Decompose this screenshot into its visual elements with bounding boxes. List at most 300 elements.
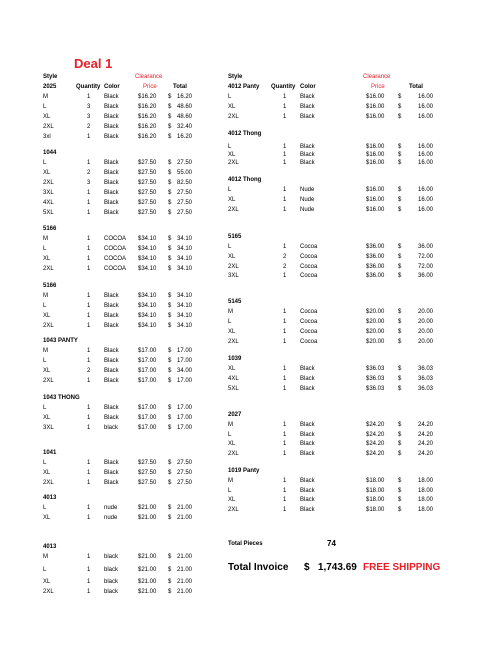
currency-cell: $ xyxy=(398,432,402,438)
currency-cell: $ xyxy=(168,323,172,329)
section-header: 4013 xyxy=(43,495,57,501)
price-cell: $27.50 xyxy=(138,210,157,216)
quantity-cell: 2 xyxy=(283,254,287,260)
total-cell: 27.50 xyxy=(177,200,193,206)
currency-cell: $ xyxy=(168,554,172,560)
color-cell: Black xyxy=(300,94,315,100)
price-cell: $16.20 xyxy=(138,94,157,100)
size-cell: L xyxy=(43,567,47,573)
size-cell: 2XL xyxy=(43,124,54,130)
total-cell: 72.00 xyxy=(418,254,434,260)
currency-cell: $ xyxy=(168,567,172,573)
deal-title: Deal 1 xyxy=(74,56,113,71)
color-cell: Black xyxy=(300,478,315,484)
quantity-cell: 1 xyxy=(283,244,287,250)
total-cell: 17.00 xyxy=(177,358,193,364)
color-cell: black xyxy=(104,589,119,595)
color-cell: Nude xyxy=(300,207,315,213)
currency-cell: $ xyxy=(398,114,402,120)
quantity-cell: 1 xyxy=(283,478,287,484)
price-cell: $20.00 xyxy=(366,339,385,345)
currency-cell: $ xyxy=(398,451,402,457)
quantity-cell: 1 xyxy=(87,256,91,262)
quantity-cell: 1 xyxy=(87,303,91,309)
price-cell: $27.50 xyxy=(138,170,157,176)
price-cell: $24.20 xyxy=(366,432,385,438)
currency-cell: $ xyxy=(168,480,172,486)
price-cell: $16.00 xyxy=(366,197,385,203)
size-cell: 2XL xyxy=(228,160,239,166)
size-cell: L xyxy=(43,460,47,466)
currency-cell: $ xyxy=(168,170,172,176)
quantity-cell: 1 xyxy=(283,376,287,382)
quantity-cell: 2 xyxy=(283,264,287,270)
total-cell: 20.00 xyxy=(418,339,434,345)
size-cell: L xyxy=(43,160,47,166)
quantity-cell: 1 xyxy=(87,579,91,585)
left-clearance-label: Clearance xyxy=(135,74,163,80)
currency-cell: $ xyxy=(398,422,402,428)
total-cell: 27.50 xyxy=(177,470,193,476)
size-cell: XL xyxy=(228,441,236,447)
price-cell: $16.20 xyxy=(138,104,157,110)
quantity-cell: 3 xyxy=(87,114,91,120)
size-cell: XL xyxy=(228,366,236,372)
size-cell: M xyxy=(228,309,233,315)
price-cell: $17.00 xyxy=(138,415,157,421)
currency-cell: $ xyxy=(398,144,402,150)
price-cell: $18.00 xyxy=(366,488,385,494)
total-cell: 20.00 xyxy=(418,329,434,335)
quantity-cell: 1 xyxy=(283,451,287,457)
currency-cell: $ xyxy=(168,303,172,309)
total-cell: 34.10 xyxy=(177,303,193,309)
price-cell: $16.00 xyxy=(366,104,385,110)
price-cell: $17.00 xyxy=(138,358,157,364)
total-pieces-label: Total Pieces xyxy=(228,541,263,547)
total-cell: 20.00 xyxy=(418,319,434,325)
section-header: 2027 xyxy=(228,412,242,418)
price-cell: $16.00 xyxy=(366,160,385,166)
total-cell: 24.20 xyxy=(418,441,434,447)
color-cell: black xyxy=(104,425,119,431)
size-cell: 2XL xyxy=(228,451,239,457)
price-cell: $18.00 xyxy=(366,497,385,503)
total-cell: 34.00 xyxy=(177,368,193,374)
color-cell: Black xyxy=(300,104,315,110)
size-cell: L xyxy=(43,405,47,411)
total-cell: 48.60 xyxy=(177,104,193,110)
color-cell: Black xyxy=(104,94,119,100)
size-cell: XL xyxy=(228,104,236,110)
quantity-cell: 1 xyxy=(283,422,287,428)
total-cell: 21.00 xyxy=(177,515,193,521)
price-cell: $21.00 xyxy=(138,515,157,521)
currency-cell: $ xyxy=(168,515,172,521)
total-cell: 16.00 xyxy=(418,104,434,110)
total-cell: 21.00 xyxy=(177,505,193,511)
left-style-code: 2025 xyxy=(43,84,57,90)
price-cell: $16.00 xyxy=(366,207,385,213)
color-cell: Black xyxy=(104,124,119,130)
currency-cell: $ xyxy=(168,200,172,206)
price-cell: $34.10 xyxy=(138,293,157,299)
total-cell: 16.00 xyxy=(418,160,434,166)
currency-cell: $ xyxy=(398,187,402,193)
total-cell: 21.00 xyxy=(177,579,193,585)
quantity-cell: 1 xyxy=(87,236,91,242)
color-cell: black xyxy=(104,579,119,585)
currency-cell: $ xyxy=(168,358,172,364)
quantity-cell: 1 xyxy=(283,319,287,325)
currency-cell: $ xyxy=(398,507,402,513)
price-cell: $21.00 xyxy=(138,554,157,560)
color-cell: Black xyxy=(300,152,315,158)
color-cell: Cocoa xyxy=(300,264,318,270)
currency-cell: $ xyxy=(168,180,172,186)
quantity-cell: 1 xyxy=(87,554,91,560)
size-cell: 2XL xyxy=(43,180,54,186)
quantity-cell: 1 xyxy=(283,104,287,110)
currency-cell: $ xyxy=(168,378,172,384)
color-cell: Black xyxy=(104,348,119,354)
quantity-cell: 1 xyxy=(87,313,91,319)
size-cell: L xyxy=(43,505,47,511)
color-cell: Black xyxy=(104,358,119,364)
total-cell: 36.00 xyxy=(418,244,434,250)
section-header: 5145 xyxy=(228,299,242,305)
size-cell: XL xyxy=(43,515,51,521)
right-style-code: 4012 Panty xyxy=(228,84,260,90)
size-cell: L xyxy=(43,246,47,252)
size-cell: 4XL xyxy=(228,376,239,382)
total-cell: 17.00 xyxy=(177,415,193,421)
total-cell: 17.00 xyxy=(177,425,193,431)
size-cell: 3XL xyxy=(43,190,54,196)
total-cell: 24.20 xyxy=(418,432,434,438)
size-cell: XL xyxy=(228,152,236,158)
price-cell: $36.00 xyxy=(366,264,385,270)
size-cell: L xyxy=(43,358,47,364)
quantity-cell: 3 xyxy=(87,104,91,110)
size-cell: XL xyxy=(43,415,51,421)
color-cell: Black xyxy=(104,323,119,329)
size-cell: XL xyxy=(228,497,236,503)
size-cell: M xyxy=(43,94,48,100)
quantity-cell: 1 xyxy=(87,246,91,252)
total-cell: 36.00 xyxy=(418,273,434,279)
section-header: 5166 xyxy=(43,283,57,289)
total-cell: 48.60 xyxy=(177,114,193,120)
price-cell: $16.00 xyxy=(366,187,385,193)
quantity-cell: 1 xyxy=(283,94,287,100)
price-cell: $18.00 xyxy=(366,478,385,484)
currency-cell: $ xyxy=(398,488,402,494)
color-cell: Black xyxy=(300,366,315,372)
currency-cell: $ xyxy=(398,366,402,372)
color-cell: Black xyxy=(300,386,315,392)
total-cell: 16.20 xyxy=(177,94,193,100)
price-cell: $34.10 xyxy=(138,246,157,252)
section-header: 4013 xyxy=(43,544,57,550)
total-cell: 34.10 xyxy=(177,323,193,329)
section-header: 1019 Panty xyxy=(228,468,260,474)
total-cell: 27.50 xyxy=(177,210,193,216)
currency-cell: $ xyxy=(168,589,172,595)
total-invoice-label: Total Invoice xyxy=(228,562,289,573)
color-cell: Black xyxy=(300,441,315,447)
left-quantity-header: Quantity xyxy=(76,84,101,90)
currency-cell: $ xyxy=(168,104,172,110)
price-cell: $17.00 xyxy=(138,405,157,411)
size-cell: 4XL xyxy=(43,200,54,206)
size-cell: L xyxy=(228,187,232,193)
right-quantity-header: Quantity xyxy=(271,84,296,90)
price-cell: $20.00 xyxy=(366,329,385,335)
currency-cell: $ xyxy=(168,293,172,299)
color-cell: Cocoa xyxy=(300,309,318,315)
color-cell: Black xyxy=(104,170,119,176)
color-cell: Cocoa xyxy=(300,329,318,335)
right-clearance-label: Clearance xyxy=(363,74,391,80)
color-cell: Black xyxy=(300,160,315,166)
price-cell: $24.20 xyxy=(366,451,385,457)
color-cell: Black xyxy=(104,303,119,309)
price-cell: $36.03 xyxy=(366,366,385,372)
color-cell: Black xyxy=(104,190,119,196)
color-cell: Cocoa xyxy=(300,273,318,279)
free-shipping-label: FREE SHIPPING xyxy=(363,562,441,573)
section-header: 5165 xyxy=(228,234,242,240)
quantity-cell: 1 xyxy=(283,339,287,345)
color-cell: nude xyxy=(104,505,118,511)
price-cell: $24.20 xyxy=(366,422,385,428)
size-cell: XL xyxy=(228,254,236,260)
quantity-cell: 1 xyxy=(283,144,287,150)
total-cell: 16.00 xyxy=(418,114,434,120)
color-cell: Nude xyxy=(300,197,315,203)
price-cell: $21.00 xyxy=(138,505,157,511)
price-cell: $17.00 xyxy=(138,348,157,354)
size-cell: XL xyxy=(43,368,51,374)
price-cell: $16.20 xyxy=(138,124,157,130)
section-header: 1043 THONG xyxy=(43,395,80,401)
size-cell: XL xyxy=(228,329,236,335)
size-cell: L xyxy=(228,432,232,438)
price-cell: $34.10 xyxy=(138,266,157,272)
total-cell: 18.00 xyxy=(418,507,434,513)
quantity-cell: 1 xyxy=(87,405,91,411)
total-cell: 34.10 xyxy=(177,266,193,272)
color-cell: COCOA xyxy=(104,256,127,262)
size-cell: 3XL xyxy=(228,273,239,279)
price-cell: $21.00 xyxy=(138,589,157,595)
total-cell: 17.00 xyxy=(177,378,193,384)
total-invoice-value: $ 1,743.69 xyxy=(304,562,357,573)
size-cell: 2XL xyxy=(228,507,239,513)
currency-cell: $ xyxy=(398,152,402,158)
size-cell: M xyxy=(228,478,233,484)
color-cell: COCOA xyxy=(104,246,127,252)
total-cell: 21.00 xyxy=(177,567,193,573)
currency-cell: $ xyxy=(168,124,172,130)
total-cell: 16.00 xyxy=(418,144,434,150)
currency-cell: $ xyxy=(398,309,402,315)
currency-cell: $ xyxy=(168,190,172,196)
quantity-cell: 1 xyxy=(87,160,91,166)
size-cell: 2XL xyxy=(228,339,239,345)
quantity-cell: 1 xyxy=(87,358,91,364)
quantity-cell: 1 xyxy=(283,366,287,372)
quantity-cell: 2 xyxy=(87,368,91,374)
color-cell: Nude xyxy=(300,187,315,193)
quantity-cell: 1 xyxy=(87,589,91,595)
quantity-cell: 1 xyxy=(87,425,91,431)
color-cell: Black xyxy=(104,210,119,216)
total-cell: 21.00 xyxy=(177,589,193,595)
currency-cell: $ xyxy=(398,319,402,325)
total-cell: 16.00 xyxy=(418,197,434,203)
total-cell: 16.00 xyxy=(418,152,434,158)
currency-cell: $ xyxy=(398,244,402,250)
quantity-cell: 1 xyxy=(87,293,91,299)
color-cell: Black xyxy=(104,460,119,466)
price-cell: $27.50 xyxy=(138,190,157,196)
size-cell: M xyxy=(43,554,48,560)
currency-cell: $ xyxy=(168,114,172,120)
price-cell: $27.50 xyxy=(138,470,157,476)
currency-cell: $ xyxy=(168,415,172,421)
size-cell: M xyxy=(43,236,48,242)
color-cell: Black xyxy=(104,480,119,486)
price-cell: $36.03 xyxy=(366,386,385,392)
quantity-cell: 1 xyxy=(283,152,287,158)
total-cell: 20.00 xyxy=(418,309,434,315)
quantity-cell: 1 xyxy=(283,497,287,503)
quantity-cell: 1 xyxy=(87,460,91,466)
color-cell: Black xyxy=(300,376,315,382)
size-cell: L xyxy=(43,104,47,110)
size-cell: XL xyxy=(43,579,51,585)
price-cell: $16.20 xyxy=(138,114,157,120)
price-cell: $36.03 xyxy=(366,376,385,382)
quantity-cell: 1 xyxy=(87,378,91,384)
quantity-cell: 1 xyxy=(87,470,91,476)
quantity-cell: 1 xyxy=(87,200,91,206)
price-cell: $36.00 xyxy=(366,273,385,279)
currency-cell: $ xyxy=(168,246,172,252)
price-cell: $18.00 xyxy=(366,507,385,513)
quantity-cell: 1 xyxy=(87,505,91,511)
quantity-cell: 1 xyxy=(87,190,91,196)
quantity-cell: 1 xyxy=(87,134,91,140)
color-cell: Black xyxy=(300,144,315,150)
color-cell: Black xyxy=(300,114,315,120)
total-cell: 18.00 xyxy=(418,497,434,503)
right-style-label: Style xyxy=(228,74,243,80)
size-cell: 3xl xyxy=(43,134,51,140)
total-cell: 27.50 xyxy=(177,480,193,486)
color-cell: Black xyxy=(104,378,119,384)
color-cell: Cocoa xyxy=(300,319,318,325)
color-cell: Black xyxy=(300,422,315,428)
color-cell: black xyxy=(104,567,119,573)
color-cell: Black xyxy=(104,200,119,206)
price-cell: $34.10 xyxy=(138,313,157,319)
quantity-cell: 1 xyxy=(283,197,287,203)
price-cell: $16.00 xyxy=(366,144,385,150)
size-cell: 5XL xyxy=(228,386,239,392)
quantity-cell: 1 xyxy=(283,160,287,166)
color-cell: Black xyxy=(104,405,119,411)
price-cell: $20.00 xyxy=(366,309,385,315)
price-cell: $34.10 xyxy=(138,256,157,262)
quantity-cell: 1 xyxy=(283,432,287,438)
currency-cell: $ xyxy=(168,160,172,166)
price-cell: $21.00 xyxy=(138,579,157,585)
color-cell: nude xyxy=(104,515,118,521)
price-cell: $17.00 xyxy=(138,368,157,374)
color-cell: Cocoa xyxy=(300,254,318,260)
currency-cell: $ xyxy=(398,104,402,110)
price-cell: $34.10 xyxy=(138,323,157,329)
color-cell: Black xyxy=(104,368,119,374)
size-cell: 2XL xyxy=(43,589,54,595)
currency-cell: $ xyxy=(398,264,402,270)
total-cell: 82.50 xyxy=(177,180,193,186)
currency-cell: $ xyxy=(168,94,172,100)
price-cell: $16.00 xyxy=(366,94,385,100)
currency-cell: $ xyxy=(398,386,402,392)
quantity-cell: 1 xyxy=(87,94,91,100)
total-cell: 32.40 xyxy=(177,124,193,130)
quantity-cell: 2 xyxy=(87,170,91,176)
quantity-cell: 1 xyxy=(283,273,287,279)
section-header: 4012 Thong xyxy=(228,131,262,137)
total-cell: 17.00 xyxy=(177,405,193,411)
currency-cell: $ xyxy=(168,460,172,466)
price-cell: $36.00 xyxy=(366,254,385,260)
section-header: 1044 xyxy=(43,150,57,156)
price-cell: $16.00 xyxy=(366,152,385,158)
currency-cell: $ xyxy=(398,478,402,484)
currency-cell: $ xyxy=(398,94,402,100)
price-cell: $27.50 xyxy=(138,200,157,206)
size-cell: XL xyxy=(43,114,51,120)
currency-cell: $ xyxy=(398,207,402,213)
right-price-header: Price xyxy=(371,84,385,90)
quantity-cell: 1 xyxy=(283,329,287,335)
total-cell: 16.00 xyxy=(418,207,434,213)
section-header: 5166 xyxy=(43,226,57,232)
quantity-cell: 1 xyxy=(283,386,287,392)
color-cell: Black xyxy=(104,180,119,186)
size-cell: M xyxy=(228,422,233,428)
quantity-cell: 1 xyxy=(283,309,287,315)
color-cell: Black xyxy=(300,451,315,457)
color-cell: Black xyxy=(300,497,315,503)
size-cell: M xyxy=(43,348,48,354)
price-cell: $17.00 xyxy=(138,425,157,431)
size-cell: 2XL xyxy=(43,266,54,272)
total-pieces-value: 74 xyxy=(327,539,336,548)
quantity-cell: 1 xyxy=(283,187,287,193)
currency-cell: $ xyxy=(168,579,172,585)
size-cell: XL xyxy=(43,256,51,262)
currency-cell: $ xyxy=(168,405,172,411)
total-cell: 34.10 xyxy=(177,236,193,242)
left-price-header: Price xyxy=(143,84,157,90)
